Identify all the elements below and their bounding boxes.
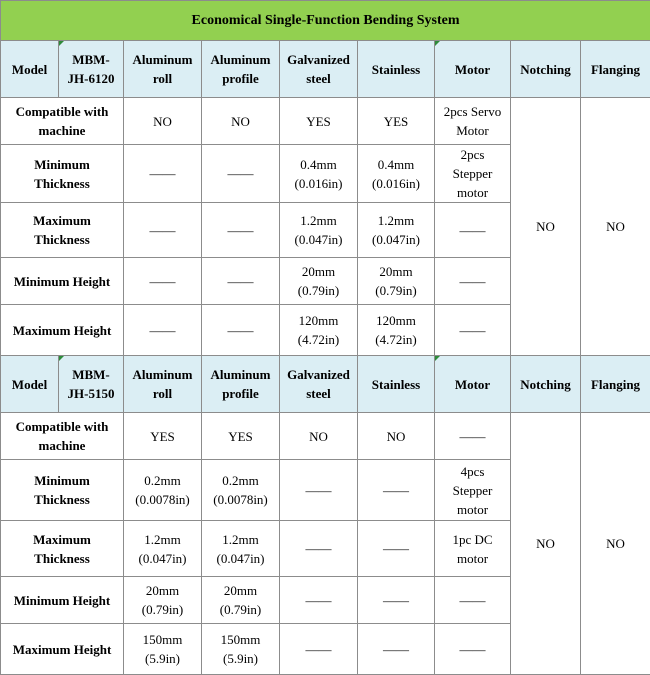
cell-motor: 2pcs Stepper motor: [435, 145, 511, 203]
cell-motor: 2pcs Servo Motor: [435, 98, 511, 145]
row-label-min-thickness: Minimum Thickness: [1, 460, 124, 521]
row-label-compatible: Compatible with machine: [1, 413, 124, 460]
cell-galvanized-steel: YES: [280, 98, 358, 145]
cell-aluminum-profile: 150mm (5.9in): [202, 624, 280, 675]
header-motor: Motor: [435, 41, 511, 98]
cell-motor: ——: [435, 203, 511, 258]
cell-motor: ——: [435, 305, 511, 356]
header-model: Model: [1, 41, 59, 98]
table-row: [1, 413, 650, 460]
cell-motor: ——: [435, 577, 511, 624]
header-aluminum-roll: Aluminum roll: [124, 41, 202, 98]
header-aluminum-profile: Aluminum profile: [202, 356, 280, 413]
cell-aluminum-roll: 1.2mm (0.047in): [124, 521, 202, 577]
row-label-min-height: Minimum Height: [1, 577, 124, 624]
cell-aluminum-profile: 1.2mm (0.047in): [202, 521, 280, 577]
cell-galvanized-steel: ——: [280, 577, 358, 624]
cell-stainless: 1.2mm (0.047in): [358, 203, 435, 258]
cell-aluminum-profile: ——: [202, 258, 280, 305]
cell-galvanized-steel: 1.2mm (0.047in): [280, 203, 358, 258]
cell-stainless: 20mm (0.79in): [358, 258, 435, 305]
row-label-max-thickness: Maximum Thickness: [1, 203, 124, 258]
cell-motor: ——: [435, 258, 511, 305]
cell-flanging: NO: [581, 413, 650, 675]
cell-aluminum-profile: 0.2mm (0.0078in): [202, 460, 280, 521]
header-flanging: Flanging: [581, 356, 650, 413]
cell-aluminum-roll: ——: [124, 145, 202, 203]
cell-aluminum-roll: NO: [124, 98, 202, 145]
cell-aluminum-profile: ——: [202, 305, 280, 356]
cell-aluminum-profile: 20mm (0.79in): [202, 577, 280, 624]
header-motor: Motor: [435, 356, 511, 413]
header-flanging: Flanging: [581, 41, 650, 98]
row-label-min-thickness: Minimum Thickness: [1, 145, 124, 203]
row-label-min-height: Minimum Height: [1, 258, 124, 305]
cell-motor: 1pc DC motor: [435, 521, 511, 577]
cell-aluminum-roll: ——: [124, 305, 202, 356]
cell-notching: NO: [511, 98, 581, 356]
header-model: Model: [1, 356, 59, 413]
table-title: Economical Single-Function Bending System: [1, 1, 650, 41]
cell-notching: NO: [511, 413, 581, 675]
table-row: [1, 98, 650, 145]
header-galvanized-steel: Galvanized steel: [280, 41, 358, 98]
header-stainless: Stainless: [358, 41, 435, 98]
cell-motor: 4pcs Stepper motor: [435, 460, 511, 521]
cell-flanging: NO: [581, 98, 650, 356]
header-model-name: MBM- JH-6120: [59, 41, 124, 98]
cell-aluminum-roll: YES: [124, 413, 202, 460]
cell-stainless: ——: [358, 521, 435, 577]
cell-galvanized-steel: NO: [280, 413, 358, 460]
header-aluminum-roll: Aluminum roll: [124, 356, 202, 413]
header-row-jh6120: [1, 41, 650, 98]
cell-stainless: 120mm (4.72in): [358, 305, 435, 356]
cell-stainless: ——: [358, 624, 435, 675]
cell-stainless: NO: [358, 413, 435, 460]
cell-aluminum-profile: ——: [202, 203, 280, 258]
cell-aluminum-roll: ——: [124, 203, 202, 258]
header-notching: Notching: [511, 41, 581, 98]
cell-galvanized-steel: ——: [280, 460, 358, 521]
header-galvanized-steel: Galvanized steel: [280, 356, 358, 413]
header-stainless: Stainless: [358, 356, 435, 413]
cell-motor: ——: [435, 413, 511, 460]
row-label-max-height: Maximum Height: [1, 624, 124, 675]
header-model-name: MBM- JH-5150: [59, 356, 124, 413]
cell-aluminum-roll: 150mm (5.9in): [124, 624, 202, 675]
cell-aluminum-roll: 20mm (0.79in): [124, 577, 202, 624]
row-label-max-thickness: Maximum Thickness: [1, 521, 124, 577]
cell-aluminum-roll: 0.2mm (0.0078in): [124, 460, 202, 521]
row-label-max-height: Maximum Height: [1, 305, 124, 356]
cell-galvanized-steel: 120mm (4.72in): [280, 305, 358, 356]
cell-aluminum-profile: NO: [202, 98, 280, 145]
header-aluminum-profile: Aluminum profile: [202, 41, 280, 98]
cell-stainless: 0.4mm (0.016in): [358, 145, 435, 203]
cell-aluminum-profile: YES: [202, 413, 280, 460]
cell-galvanized-steel: 20mm (0.79in): [280, 258, 358, 305]
header-notching: Notching: [511, 356, 581, 413]
cell-stainless: YES: [358, 98, 435, 145]
row-label-compatible: Compatible with machine: [1, 98, 124, 145]
cell-aluminum-roll: ——: [124, 258, 202, 305]
cell-galvanized-steel: ——: [280, 624, 358, 675]
header-row-jh5150: [1, 356, 650, 413]
cell-motor: ——: [435, 624, 511, 675]
cell-aluminum-profile: ——: [202, 145, 280, 203]
cell-stainless: ——: [358, 577, 435, 624]
cell-galvanized-steel: 0.4mm (0.016in): [280, 145, 358, 203]
cell-stainless: ——: [358, 460, 435, 521]
cell-galvanized-steel: ——: [280, 521, 358, 577]
